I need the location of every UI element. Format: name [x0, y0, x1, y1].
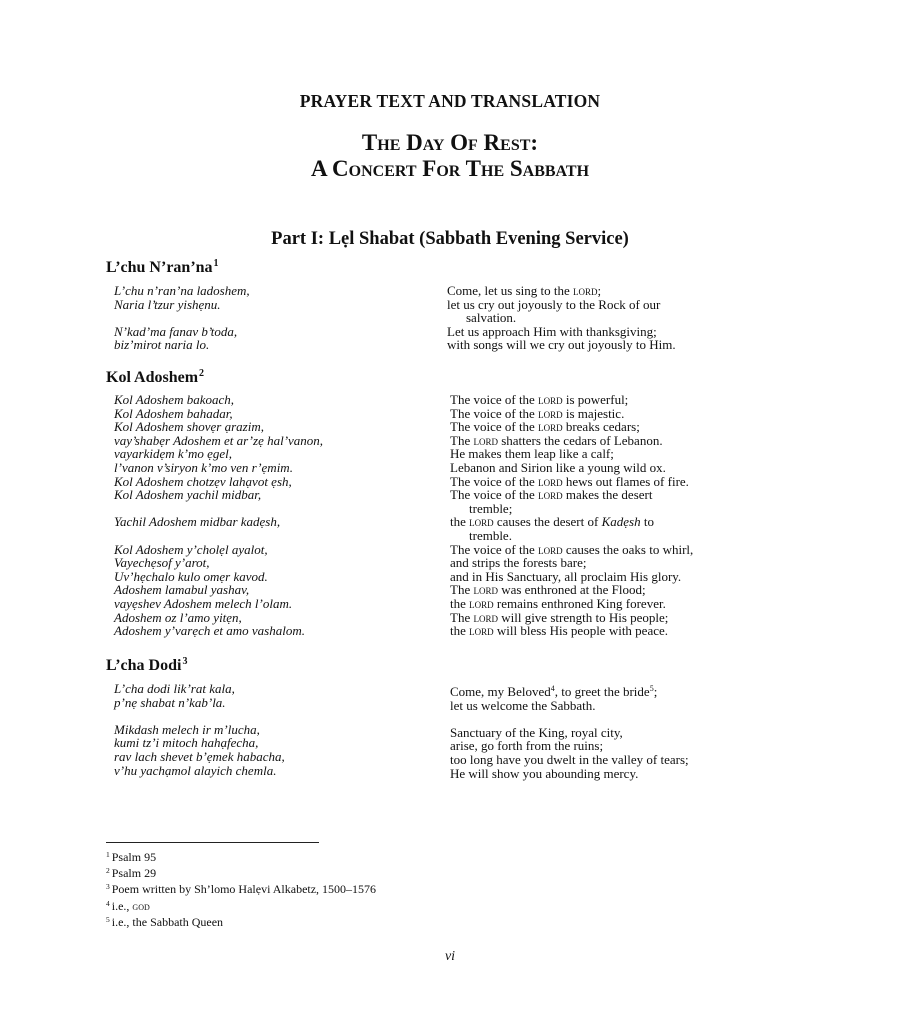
verse-line: Adoshem lamabul yashav,	[114, 582, 250, 598]
translation-line: let us welcome the Sabbath.	[450, 697, 596, 713]
footnote: $^5$ i.e., the Sabbath Queen	[106, 914, 224, 929]
verse-line: vayarkidẹm k’mo ẹgel,	[114, 446, 233, 462]
translation-line: The voice of the lord is majestic.	[450, 405, 625, 421]
translation-line: Let us approach Him with thanksgiving;	[447, 323, 657, 339]
translation-line: The voice of the lord causes the oaks to whirl,	[450, 541, 694, 557]
lcha-dodi-english	[450, 682, 689, 780]
line-gap	[114, 529, 323, 543]
kol-adoshem-hebrew	[114, 393, 323, 638]
translation-line: tremble;	[469, 500, 513, 516]
verse-line: v’hu yachạmol alayich chemla.	[114, 762, 277, 778]
translation-line: tremble.	[469, 527, 512, 543]
translation-line: He makes them leap like a calf;	[450, 446, 614, 462]
translation-line: Come, my Beloved$^4$, to greet the bride$^5$;	[450, 684, 658, 699]
translation-line: and in His Sanctuary, all proclaim His glory.	[450, 568, 682, 584]
page-heading: PRAYER TEXT AND TRANSLATION	[299, 91, 601, 111]
verse-line: Adoshem y’varẹch et amo vashalom.	[114, 623, 305, 639]
verse-line: kumi tz’i mitoch hahạfecha,	[114, 735, 259, 751]
translation-line: too long have you dwelt in the valley of tears;	[450, 751, 689, 767]
translation-line: the lord remains enthroned King forever.	[450, 595, 666, 611]
footnote-ref-1: 1	[213, 258, 219, 269]
verse-line: biz’mirot naria lo.	[114, 337, 210, 353]
translation-line: and strips the forests bare;	[450, 555, 587, 571]
verse-line: N’kad’ma fanav b’toda,	[114, 323, 238, 339]
line-gap	[114, 502, 323, 516]
verse-line: Adoshem oz l’amo yitẹn,	[114, 609, 242, 625]
page-number: vi	[444, 949, 456, 964]
verse-line: Mikdash melech ir m’lucha,	[114, 721, 260, 737]
translation-line: The lord was enthroned at the Flood;	[450, 582, 646, 598]
stanza-gap	[114, 311, 250, 325]
concert-title	[0, 130, 900, 182]
section-title-lchu-nranna: L’chu $N’ran’na^1$	[106, 258, 219, 276]
title-line-2: A Concert For The Sabbath	[310, 156, 590, 181]
translation-line: salvation.	[466, 310, 517, 326]
footnote-ref-2: 2	[199, 368, 205, 379]
translation-line: the lord will bless His people with peace.	[450, 623, 669, 639]
verse-line: rav lach shevet b’ẹmek habacha,	[114, 748, 285, 764]
verse-line: Kol Adoshem bakoach,	[114, 392, 234, 407]
verse-line: Kol Adoshem yachil midbar,	[114, 487, 262, 503]
footnote-ref-3: 3	[182, 656, 188, 667]
footnote: $^4$ i.e., god	[106, 898, 150, 913]
kol-adoshem-english	[450, 393, 693, 638]
translation-line: the lord causes the desert of Kadẹsh to	[450, 514, 654, 530]
translation-line: He will show you abounding mercy.	[450, 765, 639, 781]
translation-line: The voice of the lord is powerful;	[450, 392, 629, 407]
stanza-gap	[450, 712, 689, 726]
footnote: $^2$ Psalm 29	[106, 866, 157, 881]
translation-line: The voice of the lord breaks cedars;	[450, 419, 640, 435]
verse-line: L’chu n’ran’na ladoshem,	[114, 283, 250, 298]
footnotes	[106, 848, 376, 929]
verse-line: Kol Adoshem chotzẹv lahạvot ẹsh,	[114, 473, 292, 489]
translation-line: The lord will give strength to His people;	[450, 609, 669, 625]
translation-line: The lord shatters the cedars of Lebanon.	[450, 432, 663, 448]
translation-line: Sanctuary of the King, royal city,	[450, 724, 623, 740]
translation-line: The voice of the lord hews out flames of fire.	[450, 473, 689, 489]
verse-line: Kol Adoshem y’cholẹl ayalot,	[114, 541, 268, 557]
lchu-nranna-hebrew	[114, 284, 250, 352]
footnote: $^3$ Poem written by Sh’lomo Halẹvi Alkabetz, 1500–1576	[106, 882, 377, 897]
translation-line: The voice of the lord makes the desert	[450, 487, 653, 503]
verse-line: p’nẹ shabat n’kab’la.	[114, 694, 226, 710]
verse-line: Yachil Adoshem midbar kadẹsh,	[114, 514, 281, 530]
section-title-lcha-dodi: L’cha Dodi$^3$	[106, 656, 188, 674]
translation-line: Come, let us sing to the lord;	[447, 283, 602, 298]
translation-line: Lebanon and Sirion like a young wild ox.	[450, 459, 666, 475]
verse-line: Naria l’tzur yishẹnu.	[114, 296, 221, 312]
verse-line: L’cha dodi lik’rat kala,	[114, 681, 235, 696]
stanza-gap	[114, 709, 285, 723]
translation-line: arise, go forth from the ruins;	[450, 738, 604, 754]
verse-line: l’vanon v’siryon k’mo ven r’ẹmim.	[114, 459, 293, 475]
section-title-kol-adoshem: Kol Adoshem$^2$	[106, 368, 205, 386]
verse-line: Kol Adoshem bahadar,	[114, 405, 233, 421]
title-line-1: The Day Of Rest:	[361, 130, 539, 155]
verse-line: Vayechẹsof y’arot,	[114, 555, 210, 571]
verse-line: vayẹshev Adoshem melech l’olam.	[114, 595, 293, 611]
verse-line: Kol Adoshem shovẹr ạrazim,	[114, 419, 264, 435]
footnote: $^1$ Psalm 95	[106, 850, 157, 864]
translation-line: with songs will we cry out joyously to Him.	[447, 337, 676, 353]
verse-line: vay’shabẹr Adoshem et ar’zẹ hal’vanon,	[114, 432, 324, 448]
translation-line: let us cry out joyously to the Rock of our	[447, 296, 661, 312]
verse-line: Uv’hẹchalo kulo omẹr kavod.	[114, 568, 268, 584]
part-heading: Part I: Lẹl Shabat (Sabbath Evening Service)	[271, 229, 629, 249]
lcha-dodi-hebrew	[114, 682, 285, 777]
footnote-divider	[106, 842, 319, 843]
lchu-nranna-english	[447, 284, 676, 352]
